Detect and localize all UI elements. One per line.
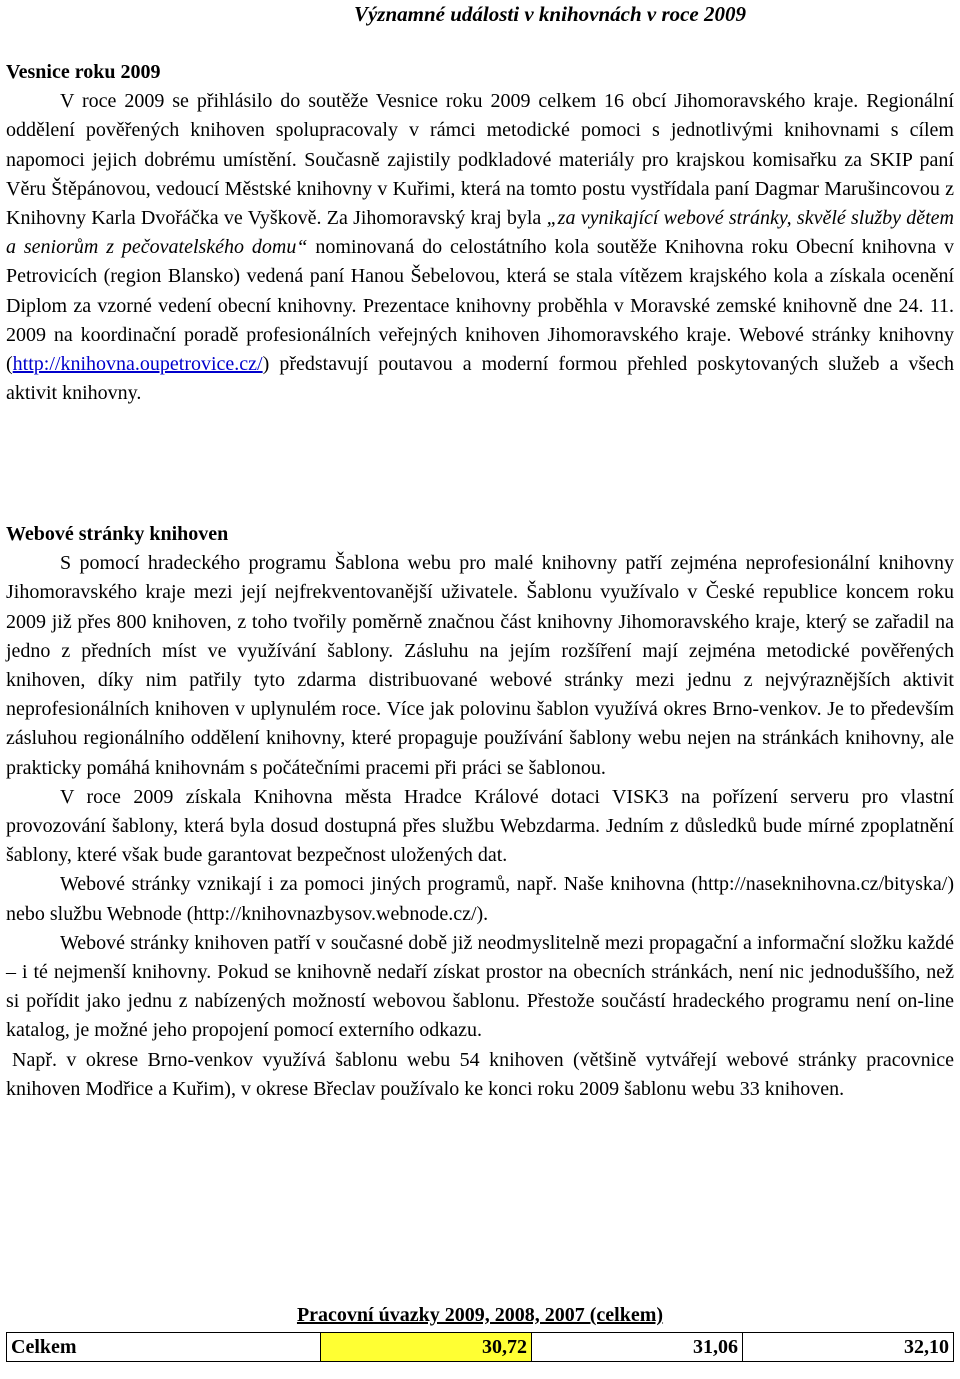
section-heading-vesnice: Vesnice roku 2009 <box>6 61 161 83</box>
value-2007: 32,10 <box>742 1333 953 1362</box>
document-page <box>6 0 954 1358</box>
paragraph-other-programs: Webové stránky vznikají i za pomoci jiných programů, např. Naše knihovna (http://naseknihovna.cz/bityska/) nebo službu Webnode (http://knihovnazbysov.webnode.cz/). <box>6 873 954 925</box>
paragraph-sablona: S pomocí hradeckého programu Šablona webu pro malé knihovny patří zejména neprofesionální knihovny Jihomoravského kraje mezi její nejfrekventovanější uživatele. Šablonu využívalo v České republice koncem roku 2009 již přes 800 knihoven, z toho tvořily poměrně značnou část knihovny Jihomoravského kraje, který se zařadil na jedno z předních míst ve využívání šablony. Zásluhu na jejím rozšíření mají zejména metodické pověřených knihoven, díky nim patřily tyto zdarma distribuované webové stránky mezi jednu z nejvýraznějších aktivit neprofesionálních knihoven v uplynulém roce. Více jak polovinu šablon využívá okres Brno-venkov. Je to především zásluhou regionálního oddělení knihovny, které propaguje používání šablony webu nejen na stránkách knihovny, ale prakticky pomáhá knihovnám s počátečními pracemi při práci se šablonou. <box>6 552 954 779</box>
library-website-link[interactable]: http://knihovna.oupetrovice.cz/ <box>12 353 263 376</box>
quote-text: „za vynikající webové stránky, skvělé služby dětem a seniorům z pečovatelského domu“ <box>6 207 954 259</box>
table-title: Pracovní úvazky 2009, 2008, 2007 (celkem) <box>296 1304 664 1326</box>
section-pracovni-uvazky <box>6 1302 954 1362</box>
paragraph-vesnice <box>6 87 954 408</box>
paragraph-text: nominovaná do celostátního kola soutěže Knihovna roku Obecní knihovna v Petrovicích (region Blansko) vedená paní Hanou Šebelovou, která se stala vítězem krajského kola a získala ocenění Diplom za vzorné vedení obecní knihovny. Prezentace knihovny proběhla v Moravské zemské knihovně dne 24. 11. 2009 na koordinační poradě profesionálních veřejných knihoven Jihomoravského kraje. Webové stránky knihovny ( <box>6 236 954 376</box>
section-vesnice-roku <box>6 58 954 408</box>
row-label: Celkem <box>7 1333 321 1362</box>
value-2009: 30,72 <box>320 1333 531 1362</box>
paragraph-text: ) představují poutavou a moderní formou přehled poskytovaných služeb a všech aktivit knihovny. <box>6 353 954 405</box>
table-row <box>7 1333 954 1362</box>
value-2008: 31,06 <box>531 1333 742 1362</box>
workload-table <box>6 1332 954 1362</box>
page-title: Významné události v knihovnách v roce 2009 <box>353 2 747 26</box>
section-heading-webove: Webové stránky knihoven <box>6 523 229 545</box>
section-webove-stranky <box>6 520 954 1104</box>
paragraph-propagation: Webové stránky knihoven patří v současné době již neodmyslitelně mezi propagační a informační složku každé – i té nejmenší knihovny. Pokud se knihovně nedaří získat prostor na obecních stránkách, není nic jednoduššího, než si pořídit jako jednu z nabízených možností webovou šablonu. Přestože součástí hradeckého programu není on-line katalog, je možné jeho propojení pomocí externího odkazu. <box>6 931 954 1042</box>
paragraph-counts: Např. v okrese Brno-venkov využívá šablonu webu 54 knihoven (většině vytvářejí webové stránky pracovnice knihoven Modřice a Kuřim), v okrese Břeclav používalo ke konci roku 2009 šablonu webu 33 knihoven. <box>6 1048 954 1100</box>
paragraph-visk3: V roce 2009 získala Knihovna města Hradce Králové dotaci VISK3 na pořízení serveru pro vlastní provozování šablony, která byla dosud dostupná přes službu Webzdarma. Jedním z důsledků bude mírné zpoplatnění šablony, které však bude garantovat bezpečnost uložených dat. <box>6 785 954 867</box>
paragraph-text: V roce 2009 se přihlásilo do soutěže Vesnice roku 2009 celkem 16 obcí Jihomoravského kraje. Regionální oddělení pověřených knihoven spolupracovaly v rámci metodické pomoci s jednotlivými knihovnami s cílem napomoci jejich dobrému umístění. Současně zajistily podkladové materiály pro krajskou komisařku za SKIP paní Věru Štěpánovou, vedoucí Městské knihovny v Kuřimi, která na tomto postu vystřídala paní Dagmar Marušincovou z Knihovny Karla Dvořáčka ve Vyškově. Za Jihomoravský kraj byla <box>6 90 954 230</box>
